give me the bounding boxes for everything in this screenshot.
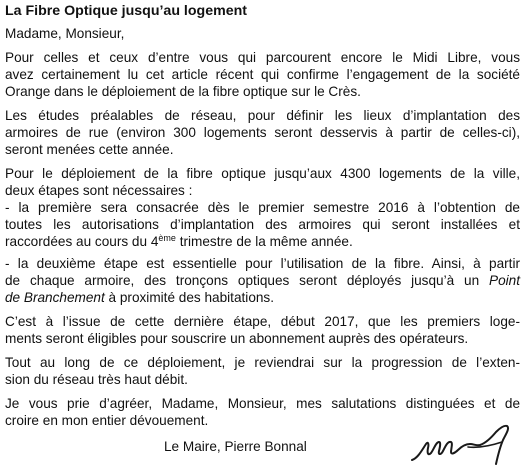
paragraph-line: armoires de rue (environ 300 logements seront desservis à partir de celles-ci), (5, 125, 520, 140)
italic-text: de Branchement (5, 290, 105, 305)
letter (5, 2, 520, 429)
paragraph-midi-libre (5, 49, 520, 100)
paragraph-progression (5, 354, 520, 388)
paragraph-line (5, 289, 520, 306)
greeting: Madame, Monsieur, (5, 26, 125, 41)
paragraph-line: ments seront éligibles pour souscrire un abonnement auprès des opérateurs. (5, 331, 469, 346)
paragraph-line: seront menées cette année. (5, 142, 174, 157)
paragraph-line: deux étapes sont nécessaires : (5, 183, 193, 198)
text-fragment: à proximité des habitations. (104, 290, 275, 305)
signatory-name: Le Maire, Pierre Bonnal (164, 439, 307, 454)
handwritten-signature (408, 420, 516, 468)
paragraph-etudes (5, 107, 520, 158)
paragraph-line: C’est à l’issue de cette dernière étape, début 2017, que les premiers loge- (5, 314, 520, 329)
signature-block (0, 438, 515, 474)
paragraph-line: croire en mon entier dévouement. (5, 413, 209, 428)
text-fragment: raccordées au cours du 4 (5, 234, 159, 249)
paragraph-line (5, 272, 520, 289)
paragraph-line: Les études préalables de réseau, pour définir les lieux d’implantation des (5, 108, 520, 123)
paragraph-line: Pour le déploiement de la fibre optique jusqu’aux 4300 logements de la ville, (5, 166, 520, 181)
text-fragment: de chaque armoire, des tronçons optiques seront déployés jusqu’à un (5, 273, 490, 288)
paragraph-deuxieme-etape (5, 255, 520, 306)
paragraph-line: - la première sera consacrée dès le premier semestre 2016 à l’obtention de (5, 200, 520, 215)
paragraph-deploiement (5, 165, 520, 250)
paragraph-line: Tout au long de ce déploiement, je reviendrai sur la progression de l’exten- (5, 355, 520, 370)
paragraph-line: Pour celles et ceux d’entre vous qui parcourent encore le Midi Libre, vous (5, 50, 520, 65)
paragraph-line: Orange dans le déploiement de la fibre optique sur le Crès. (5, 84, 361, 99)
paragraph-2017 (5, 313, 520, 347)
paragraph-line: sion du réseau très haut débit. (5, 372, 188, 387)
paragraph-line (5, 233, 520, 250)
paragraph-line: Je vous prie d’agréer, Madame, Monsieur, mes salutations distinguées et de (5, 396, 520, 411)
text-fragment: trimestre de la même année. (175, 234, 353, 249)
italic-text: Point (489, 273, 520, 288)
paragraph-line: - la deuxième étape est essentielle pour l’utilisation de la fibre. Ainsi, à partir (5, 256, 520, 271)
letter-title: La Fibre Optique jusqu’au logement (5, 3, 247, 19)
superscript: ème (158, 233, 176, 243)
paragraph-line: toutes les autorisations d’implantation des armoires qui seront installées et (5, 217, 520, 232)
paragraph-line: avez certainement lu cet article récent qui confirme l’engagement de la société (5, 67, 520, 82)
